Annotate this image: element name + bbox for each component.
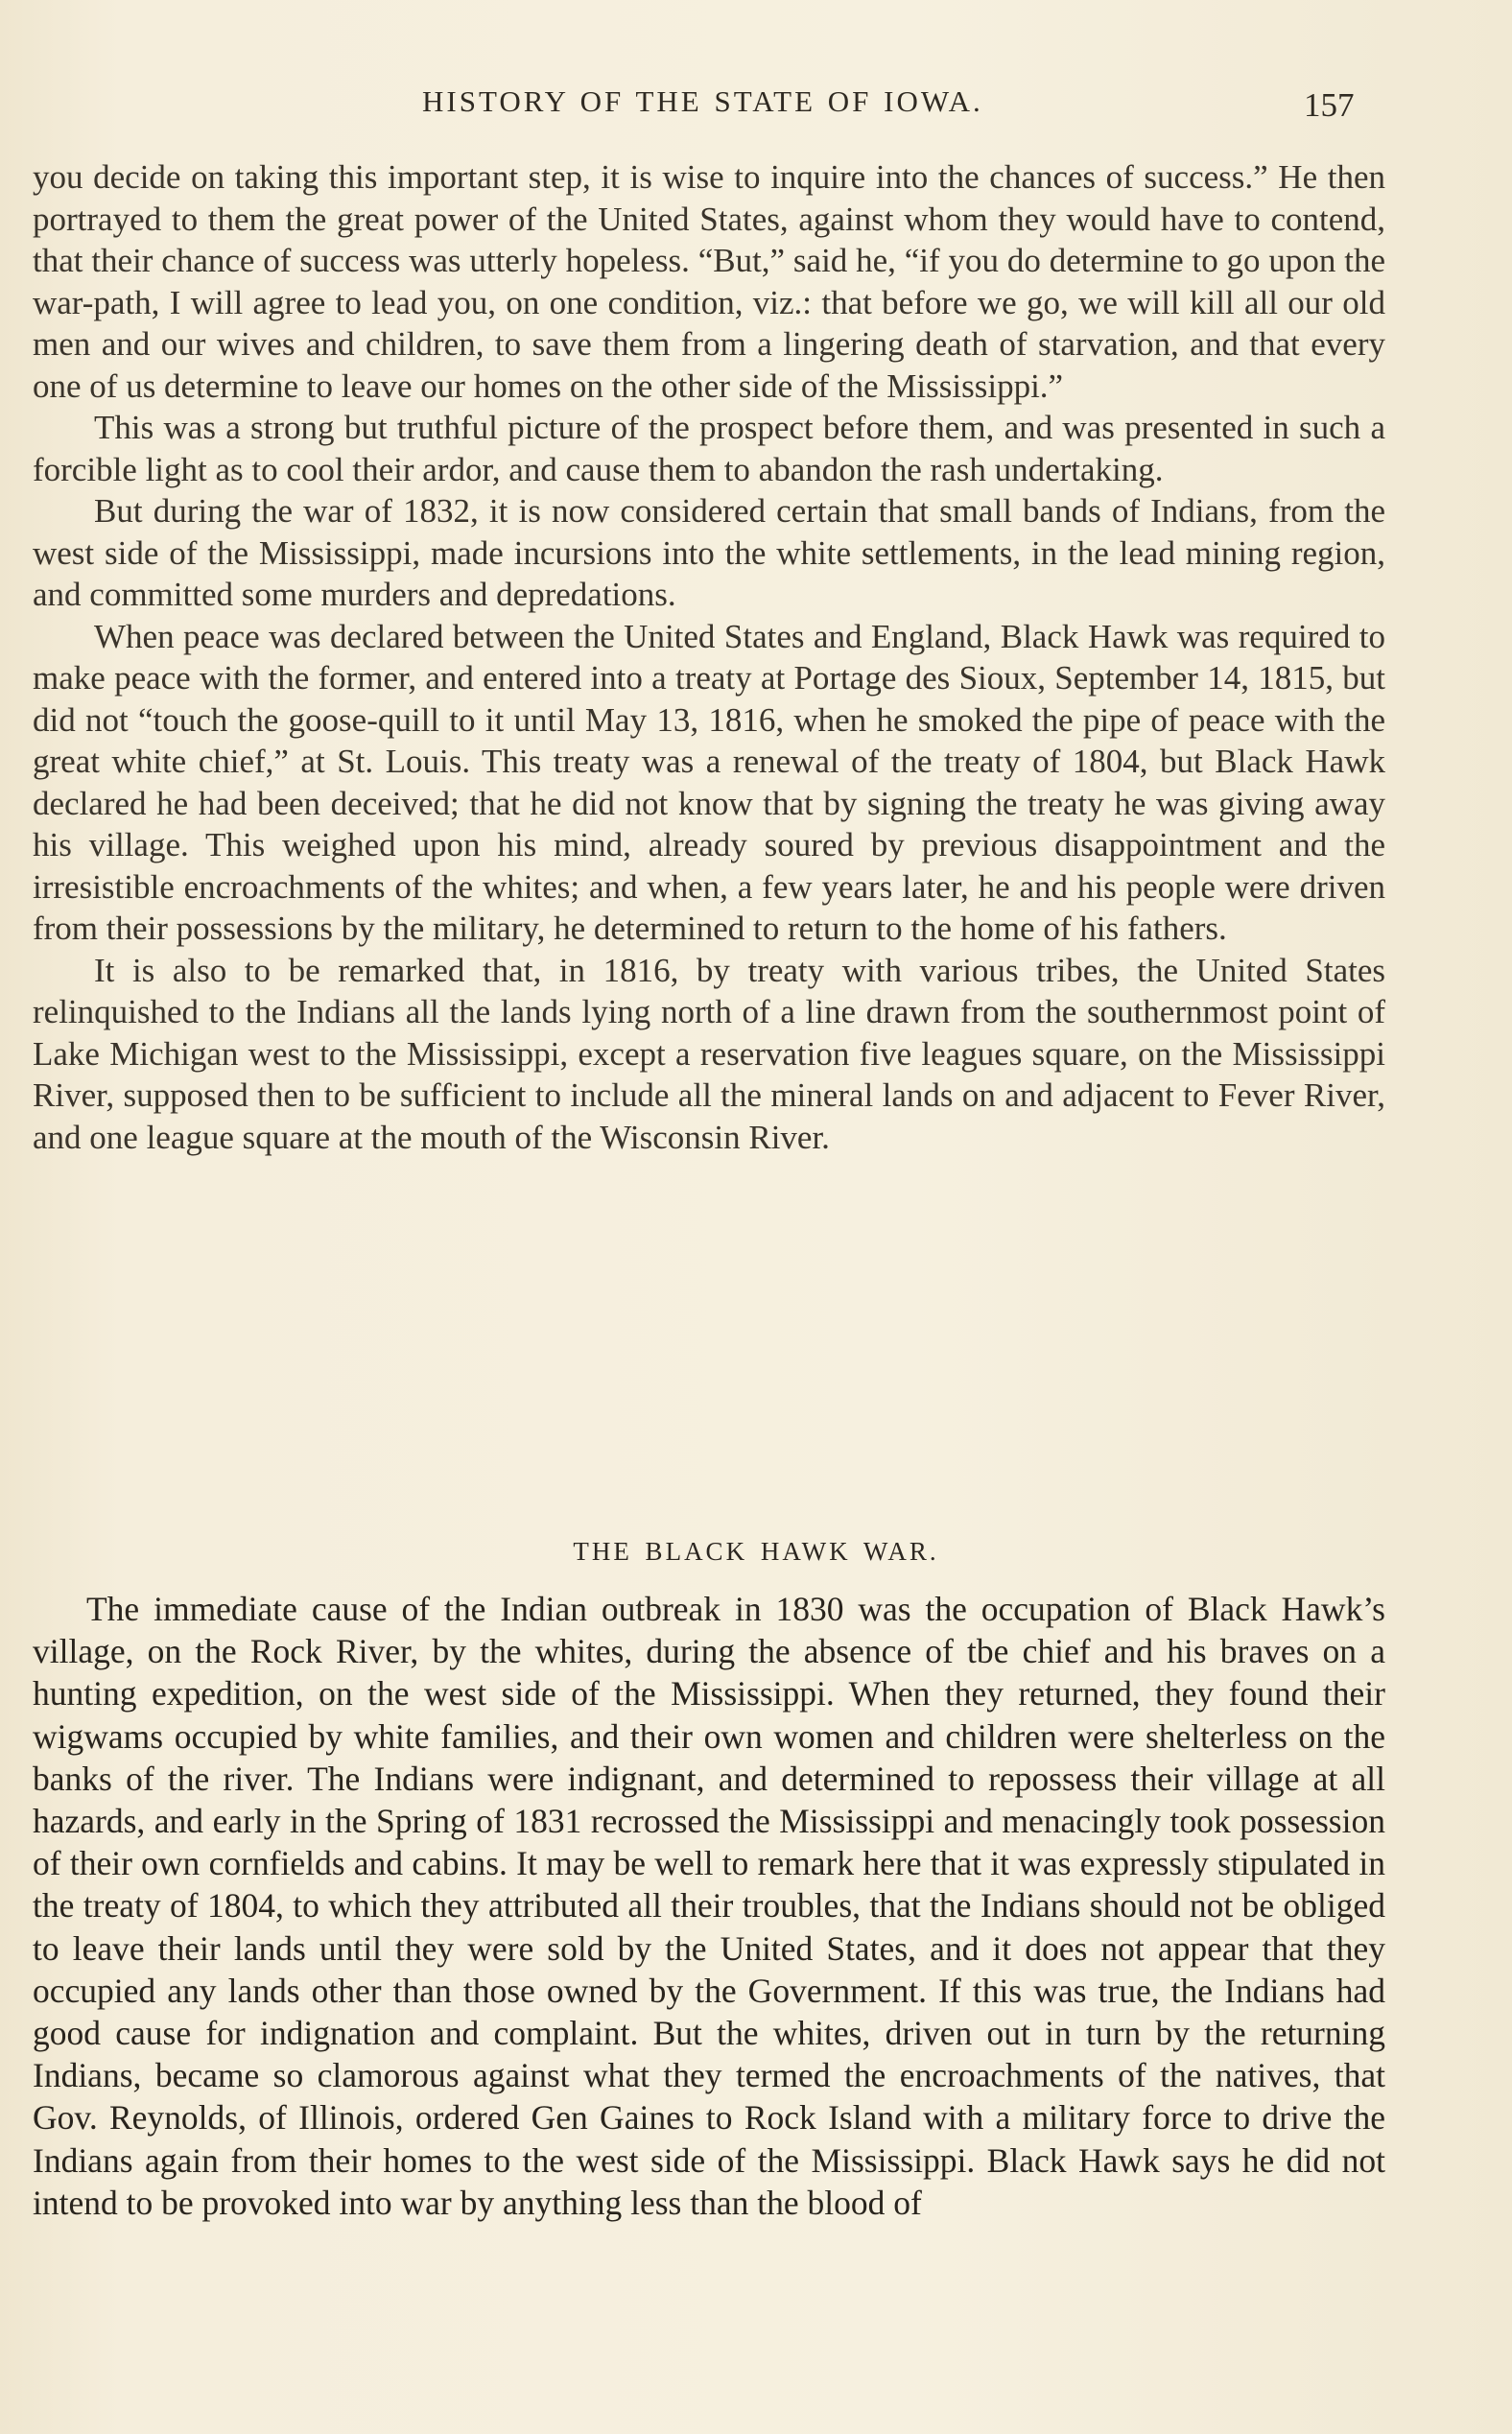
paragraph: But during the war of 1832, it is now considered certain that small bands of Indians, from the west side of the Mississippi, made incursions into the white settlements, in the lead mining region, and committed some murders and depredations.: [33, 492, 1385, 613]
paragraph-continued: you decide on taking this important step, it is wise to inquire into the chances of success.” He then portrayed to them the great power of the United States, against whom they would have to contend, that their chance of success was utterly hopeless. “But,” said he, “if you do determine to go upon the war-path, I will agree to lead you, on one condition, viz.: that before we go, we will kill all our old men and our wives and children, to save them from a lingering death of starvation, and that every one of us determine to leave our homes on the other side of the Mississippi.”: [33, 158, 1385, 405]
paragraph: When peace was declared between the United States and England, Black Hawk was required to make peace with the former, and entered into a treaty at Portage des Sioux, September 14, 1815, but did not “touch the goose-quill to it until May 13, 1816, when he smoked the pipe of peace with the great white chief,” at St. Louis. This treaty was a renewal of the treaty of 1804, but Black Hawk declared he had been deceived; that he did not know that by signing the treaty he was giving away his village. This weighed upon his mind, already soured by previous disappointment and the irresistible encroachments of the whites; and when, a few years later, he and his people were driven from their possessions by the military, he determined to return to the home of his fathers.: [33, 617, 1385, 947]
running-head-title: HISTORY OF THE STATE OF IOWA.: [422, 84, 983, 118]
body-text-section: [33, 1588, 1385, 2224]
paragraph: This was a strong but truthful picture of the prospect before them, and was presented in such a forcible light as to cool their ardor, and cause them to abandon the rash undertaking.: [33, 409, 1385, 488]
body-text-upper: [33, 156, 1385, 1158]
page-number: 157: [1304, 86, 1355, 124]
paragraph: The immediate cause of the Indian outbreak in 1830 was the occupation of Black Hawk’s village, on the Rock River, by the whites, during the absence of tbe chief and his braves on a hunting expedition, on the west side of the Mississippi. When they returned, they found their wigwams occupied by white families, and their own women and children were shelterless on the banks of the river. The Indians were indignant, and determined to repossess their village at all hazards, and early in the Spring of 1831 recrossed the Mississippi and menacingly took possession of their own cornfields and cabins. It may be well to remark here that it was expressly stipulated in the treaty of 1804, to which they attributed all their troubles, that the Indians should not be obliged to leave their lands until they were sold by the United States, and it does not appear that they occupied any lands other than those owned by the Government. If this was true, the Indians had good cause for indignation and complaint. But the whites, driven out in turn by the returning Indians, became so clamorous against what they termed the encroachments of the natives, that Gov. Reynolds, of Illinois, ordered Gen Gaines to Rock Island with a military force to drive the Indians again from their homes to the west side of the Mississippi. Black Hawk says he did not intend to be provoked into war by anything less than the blood of: [33, 1590, 1385, 2222]
section-heading: THE BLACK HAWK WAR.: [573, 1537, 939, 1566]
paragraph: It is also to be remarked that, in 1816, by treaty with various tribes, the United States relinquished to the Indians all the lands lying north of a line drawn from the southernmost point of Lake Michigan west to the Mississippi, except a reservation five leagues square, on the Mississippi River, supposed then to be sufficient to include all the mineral lands on and adjacent to Fever River, and one league square at the mouth of the Wisconsin River.: [33, 951, 1385, 1156]
